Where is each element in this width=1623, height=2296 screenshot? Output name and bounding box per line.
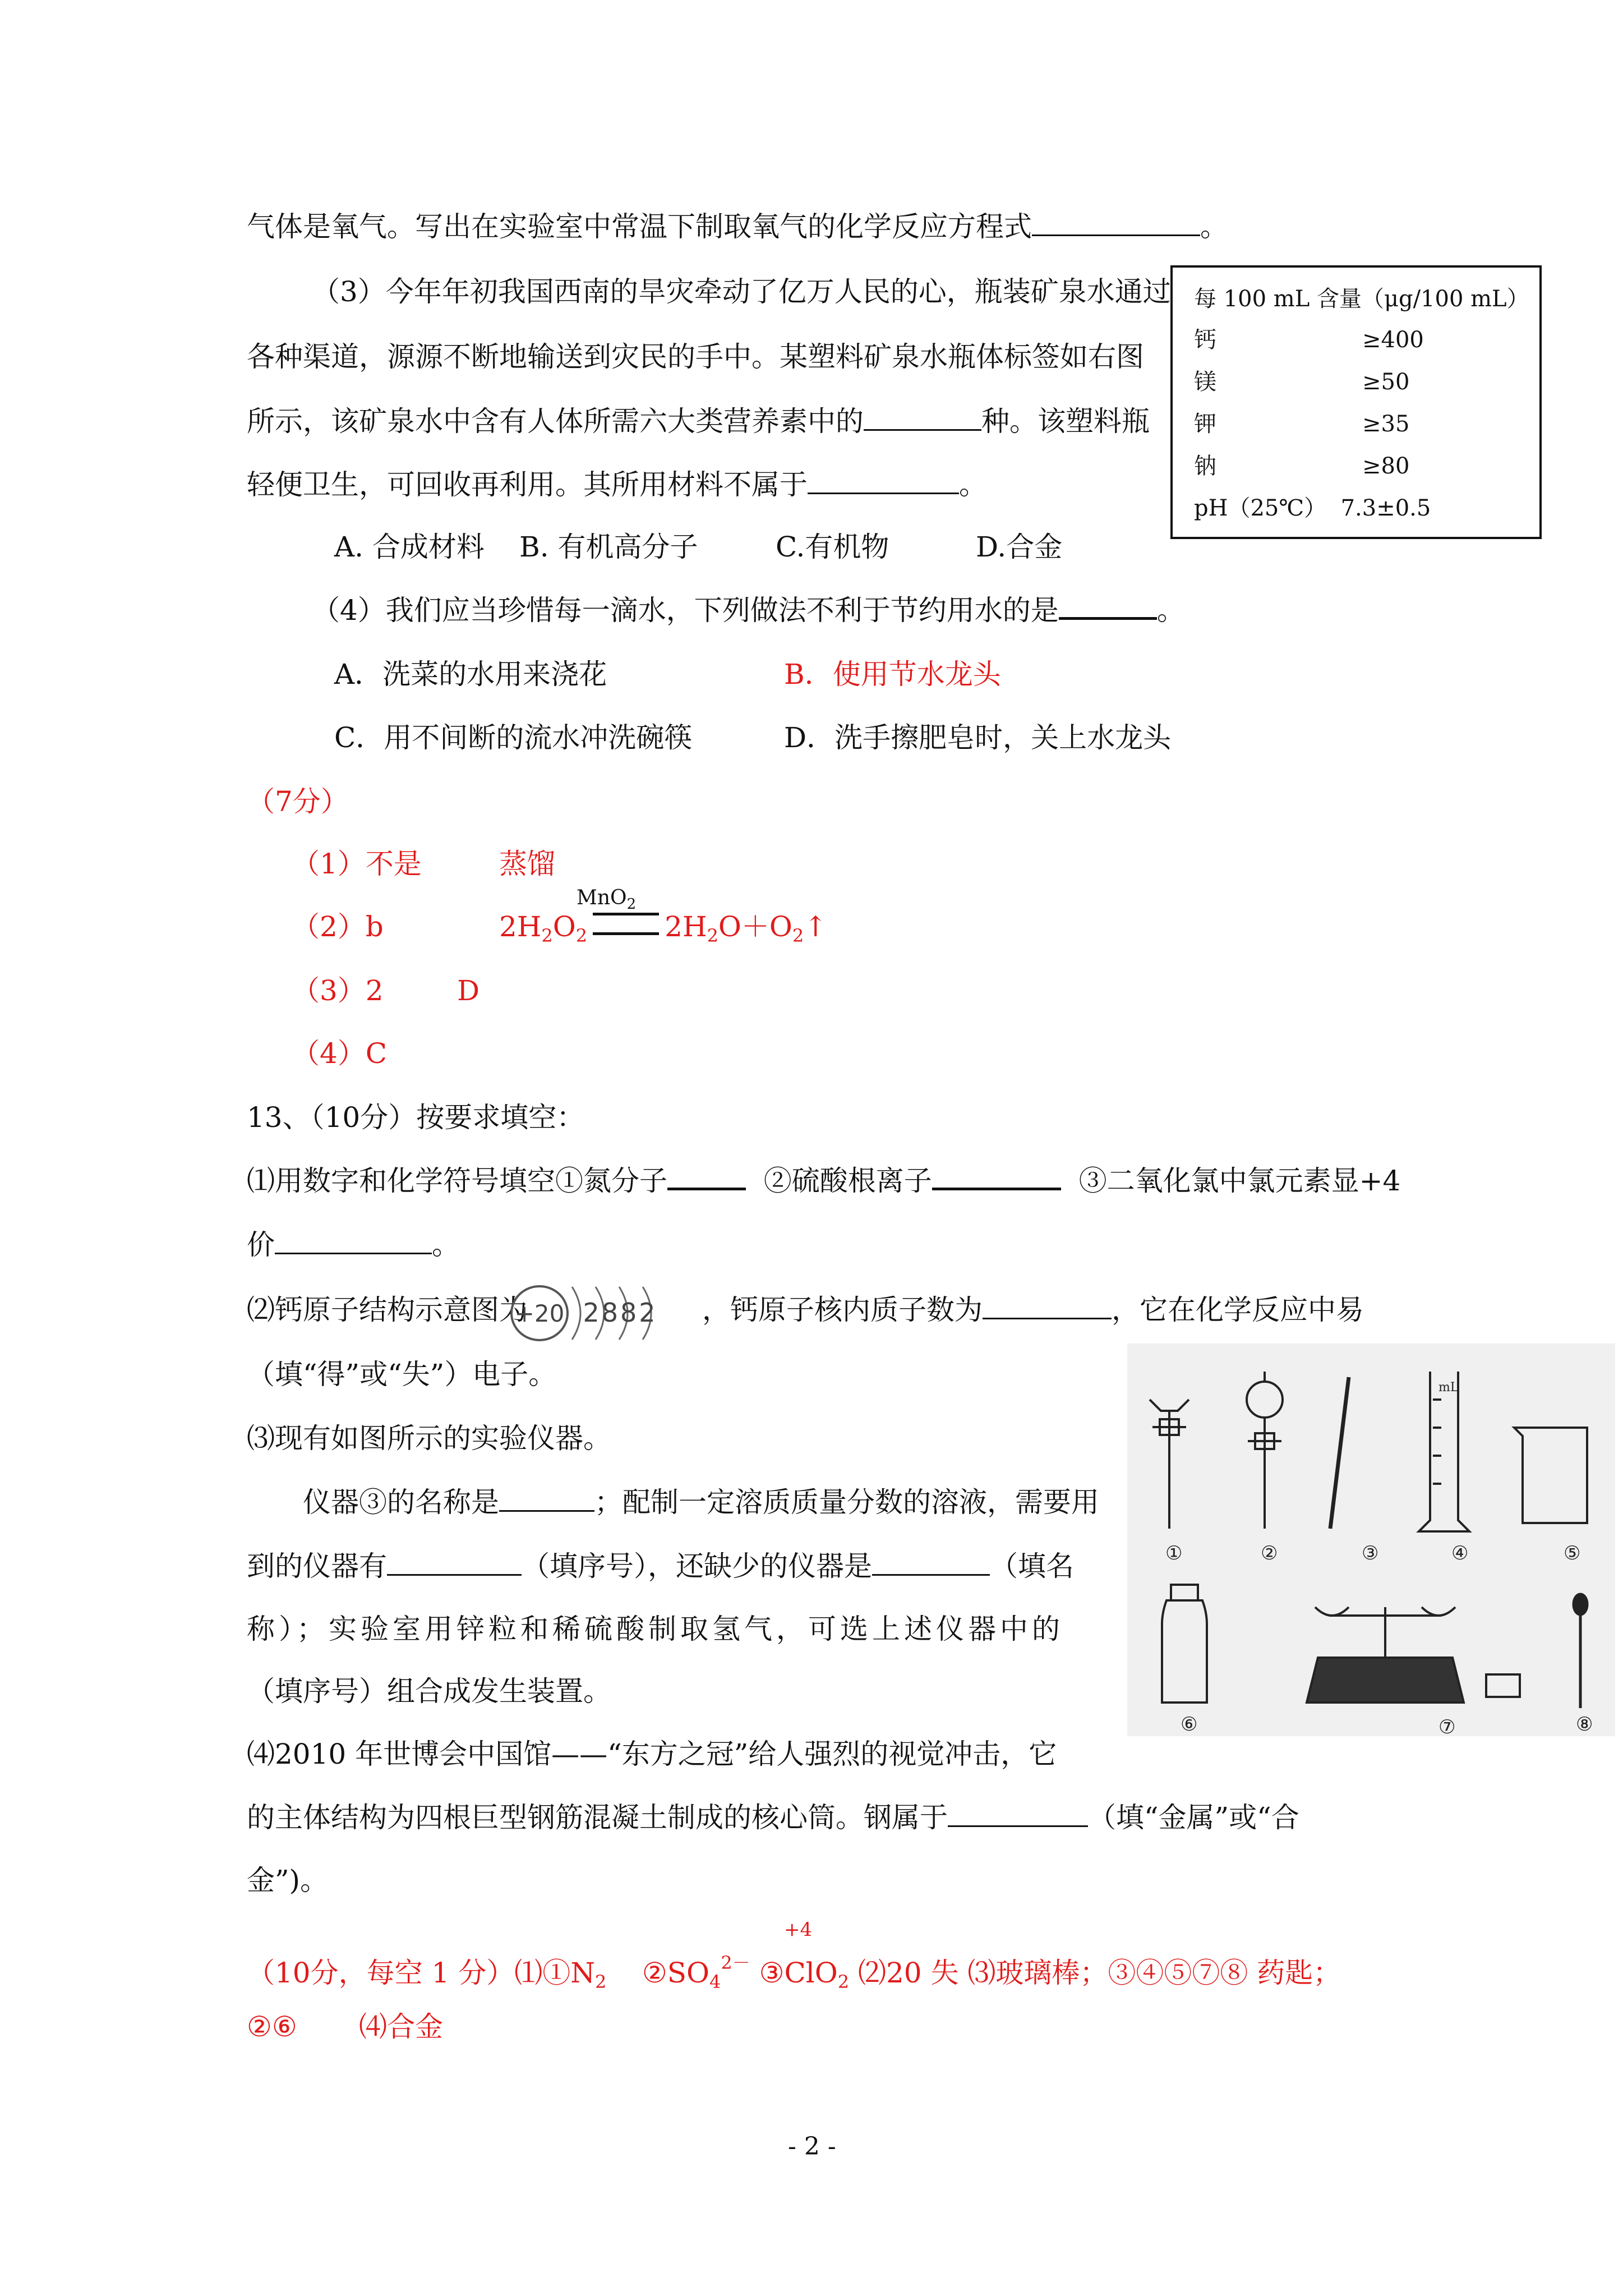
answer-blank[interactable] [864,429,981,431]
label-row: 钠 ≥80 [1194,453,1410,479]
q13-part3-line2: 到的仪器有 （填序号），还缺少的仪器是 （填名 [247,1550,1074,1582]
answer-blank[interactable] [499,1510,594,1512]
answer-blank[interactable] [808,492,959,494]
answer13-line2: ②⑥ ⑷合金 [247,2010,443,2043]
answer-blank[interactable] [1059,616,1157,620]
option-a: A．洗菜的水用来浇花 [334,658,607,691]
instrument-label: ⑥ [1181,1713,1198,1736]
q12-line-2: （3）今年年初我国西南的旱灾牵动了亿万人民的心，瓶装矿泉水通过 [312,275,1171,308]
answer12-line4: （4）C [292,1037,388,1070]
answer-blank[interactable] [932,1187,1061,1190]
q13-part1: ⑴用数字和化学符号填空①氮分子 ②硫酸根离子 ③二氧化氯中氯元素显+4 [247,1165,1401,1197]
q12-options-4-row2 [334,720,1171,756]
option-c: C．用不间断的流水冲洗碗筷 [334,721,693,754]
option-b: B. 有机高分子 [519,531,698,563]
q13-part2-cont: （填“得”或“失”）电子。 [247,1358,557,1391]
calcium-atom-diagram [505,1277,684,1350]
lab-instruments-figure [1127,1343,1615,1736]
answer13-line1: （10分，每空 1 分）$⑴①N_2$ $②SO_4^{2-}$ ③ClO$_2$ ⑵20 失 ⑶玻璃棒；③④⑤⑦⑧ 药匙； [247,1952,1341,1993]
instrument-label: ⑤ [1564,1542,1581,1565]
answer-blank[interactable] [387,1573,522,1576]
q13-part3-line1: 仪器③的名称是 ；配制一定溶质质量分数的溶液，需要用 [303,1486,1099,1519]
q12-options-4-row1 [334,656,1001,692]
q13-title: 13、（10分）按要求填空： [247,1101,585,1134]
instrument-label: ② [1261,1542,1278,1565]
q12-line-5: 轻便卫生，可回收再利用。其所用材料不属于 。 [247,468,987,501]
q13-part3-line3: 称）；实验室用锌粒和稀硫酸制取氢气，可选上述仪器中的 [247,1613,1064,1645]
q12-options-3 [334,529,1062,565]
answer-blank[interactable] [667,1187,746,1190]
option-a: A. 合成材料 [334,531,485,563]
q13-part2: ⑵钙原子结构示意图为 ，钙原子核内质子数为 ，它在化学反应中易 [247,1294,1364,1326]
q12-line-4: 所示，该矿泉水中含有人体所需六大类营养素中的 种。该塑料瓶 [247,405,1150,438]
answer-blank[interactable] [1032,234,1200,236]
q12-line-1: 气体是氧气。写出在实验室中常温下制取氧气的化学反应方程式 。 [247,210,1228,243]
equation: $2H_2O_2$ $2H_2O+O_2↑$ [499,910,828,946]
option-d: D．洗手擦肥皂时，关上水龙头 [784,721,1172,754]
nucleus-charge: +20 [514,1300,565,1327]
answer13-clo2-valence: +4 [784,1918,813,1941]
label-row: 钙 ≥400 [1194,327,1424,353]
q13-part4-line1: ⑷2010 年世博会中国馆——“东方之冠”给人强烈的视觉冲击，它 [247,1738,1057,1770]
q13-part4-line2: 的主体结构为四根巨型钢筋混凝土制成的核心筒。钢属于 （填“金属”或“合 [247,1801,1299,1834]
q13-part3-line4: （填序号）组合成发生装置。 [247,1675,611,1708]
q12-line-7: （4）我们应当珍惜每一滴水，下列做法不利于节约用水的是 。 [312,594,1185,627]
instrument-label: ⑧ [1576,1713,1593,1736]
answer12-line2: （2）b $2H_2O_2$ $2H_2O+O_2↑$ [292,910,828,946]
cylinder-unit: mL [1438,1381,1459,1395]
label-row: 镁 ≥50 [1194,369,1410,395]
instrument-label: ④ [1451,1542,1469,1565]
q13-part4-line3: 金”)。 [247,1864,329,1897]
gas-arrow-icon: ↑ [804,910,828,943]
answer12-line1: （1）不是 蒸馏 [292,848,555,880]
mineral-water-label [1170,265,1542,539]
instrument-label: ③ [1362,1542,1379,1565]
answer12-line3: （3）2 D [292,974,480,1007]
option-b: B．使用节水龙头 [784,658,1001,691]
q13-part3: ⑶现有如图所示的实验仪器。 [247,1422,611,1455]
page-number: - 2 - [788,2132,836,2161]
option-d: D.合金 [976,531,1063,563]
answer-blank[interactable] [275,1252,432,1254]
answer-blank[interactable] [872,1573,990,1576]
label-row: 钾 ≥35 [1194,411,1410,437]
instrument-label: ⑦ [1438,1716,1456,1736]
option-c: C.有机物 [776,531,889,563]
label-ph-row: pH（25℃） 7.3±0.5 [1194,495,1431,521]
answer12-catalyst: MnO$_2$ [577,886,637,913]
q13-part1-cont: 价 。 [247,1228,460,1261]
answer-blank[interactable] [948,1825,1088,1827]
answer-blank[interactable] [983,1317,1112,1319]
equals-sign [593,913,659,935]
q12-line-3: 各种渠道，源源不断地输送到灾民的手中。某塑料矿泉水瓶体标签如右图 [247,341,1144,373]
instrument-label: ① [1165,1542,1183,1565]
electron-shells: 2882 [583,1297,658,1328]
label-header: 每 100 mL 含量（μg/100 mL） [1194,286,1529,312]
answer12-score: （7分） [247,785,349,818]
